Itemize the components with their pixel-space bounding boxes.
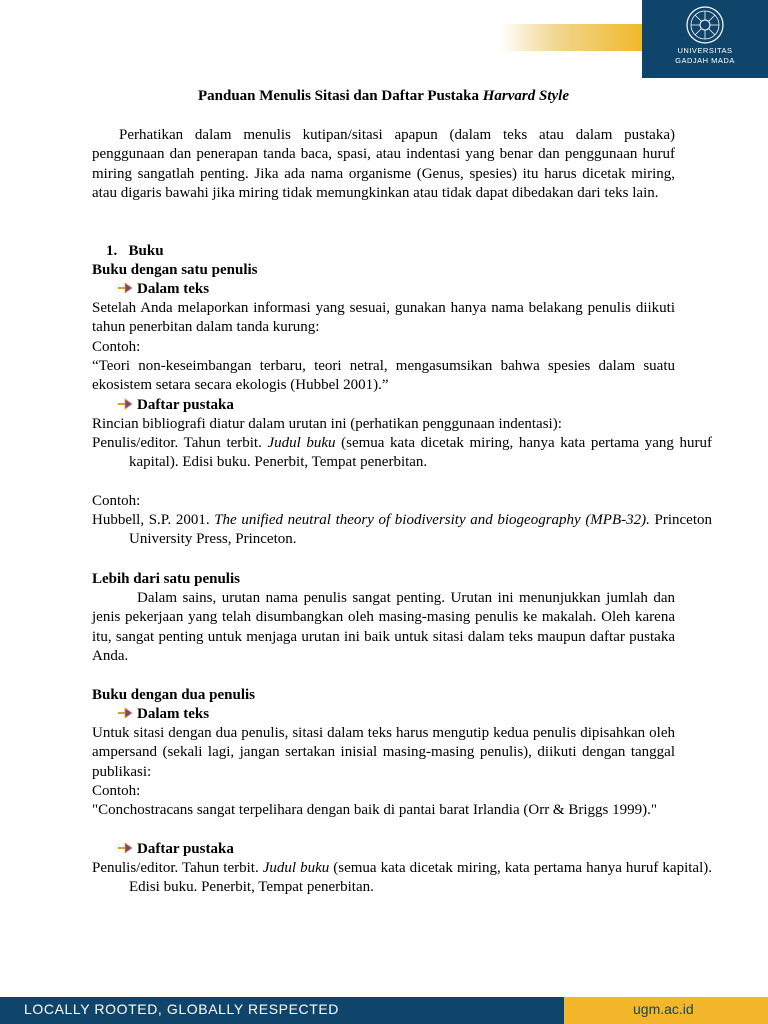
bullet-dalam-teks-2: Dalam teks (117, 705, 209, 724)
example-quote-2: "Conchostracans sangat terpelihara dengan baik di pantai barat Irlandia (Orr & Briggs 1999)." (92, 802, 657, 818)
satu-penulis-paragraph: Setelah Anda melaporkan informasi yang sesuai, gunakan hanya nama belakang penulis diikuti tahun penerbitan dalam tanda kurung: (92, 300, 675, 336)
format-template-1: Penulis/editor. Tahun terbit. Judul buku (semua kata dicetak miring, hanya kata pertama yang huruf kapital). Edisi buku. Penerbit, Tempat penerbitan. (92, 435, 712, 471)
footer-url-link[interactable]: ugm.ac.id (633, 1001, 694, 1017)
bullet-arrow-icon (117, 281, 133, 295)
bullet-daftar-pustaka-1: Daftar pustaka (117, 396, 234, 415)
ugm-seal-icon (685, 5, 725, 45)
logo-text-line2: GADJAH MADA (675, 56, 735, 65)
bibliography-order-note: Rincian bibliografi diatur dalam urutan ini (perhatikan penggunaan indentasi): (92, 416, 562, 432)
example-quote-1: “Teori non-keseimbangan terbaru, teori netral, mengasumsikan bahwa spesies dalam suatu ekosistem setara secara ekologis (Hubbel 2001).” (92, 358, 675, 394)
bullet-dalam-teks-1: Dalam teks (117, 280, 209, 299)
subheading-lebih-dari-satu: Lebih dari satu penulis (92, 571, 240, 587)
document-title: Panduan Menulis Sitasi dan Daftar Pustaka Harvard Style (197, 88, 570, 104)
bullet-arrow-icon (117, 397, 133, 411)
contoh-label-1: Contoh: (92, 339, 141, 355)
bullet-arrow-icon (117, 841, 133, 855)
reference-example-hubbell: Hubbell, S.P. 2001. The unified neutral theory of biodiversity and biogeography (MPB-32). Princeton University Press, Princeton. (92, 512, 712, 548)
university-logo (642, 0, 768, 78)
format-template-2: Penulis/editor. Tahun terbit. Judul buku (semua kata dicetak miring, kata pertama hanya huruf kapital). Edisi buku. Penerbit, Tempat penerbitan. (92, 860, 712, 896)
section-heading-buku: 1. Buku (106, 243, 164, 259)
subheading-satu-penulis: Buku dengan satu penulis (92, 262, 258, 278)
lebih-dari-satu-paragraph: Dalam sains, urutan nama penulis sangat penting. Urutan ini menunjukkan jumlah dan jenis pekerjaan yang telah disumbangkan oleh masing-masing penulis ke makalah. Oleh karena itu, sangat penting untuk menjaga urutan ini baik untuk sitasi dalam teks maupun daftar pustaka Anda. (92, 590, 675, 664)
dua-penulis-paragraph: Untuk sitasi dengan dua penulis, sitasi dalam teks harus mengutip kedua penulis dipisahkan oleh ampersand (sekali lagi, jangan sertakan inisial masing-masing penulis), diikuti dengan tanggal publikasi: (92, 725, 675, 780)
subheading-dua-penulis: Buku dengan dua penulis (92, 687, 256, 703)
contoh-label-3: Contoh: (92, 783, 141, 799)
header-gradient-band (500, 24, 642, 51)
bullet-daftar-pustaka-2: Daftar pustaka (117, 840, 234, 859)
contoh-label-2: Contoh: (92, 493, 141, 509)
intro-paragraph: Perhatikan dalam menulis kutipan/sitasi apapun (dalam teks atau dalam pustaka) penggunaan dan penerapan tanda baca, spasi, atau indentasi yang benar dan penggunaan huruf miring sangatlah penting. Jika ada nama organisme (Genus, spesies) itu harus dicetak miring, atau digaris bawahi jika miring tidak memungkinkan atau tidak dapat dibedakan dari teks lain. (92, 127, 675, 201)
bullet-arrow-icon (117, 706, 133, 720)
footer-slogan: LOCALLY ROOTED, GLOBALLY RESPECTED (24, 1001, 340, 1017)
logo-text-line1: UNIVERSITAS (677, 46, 733, 55)
